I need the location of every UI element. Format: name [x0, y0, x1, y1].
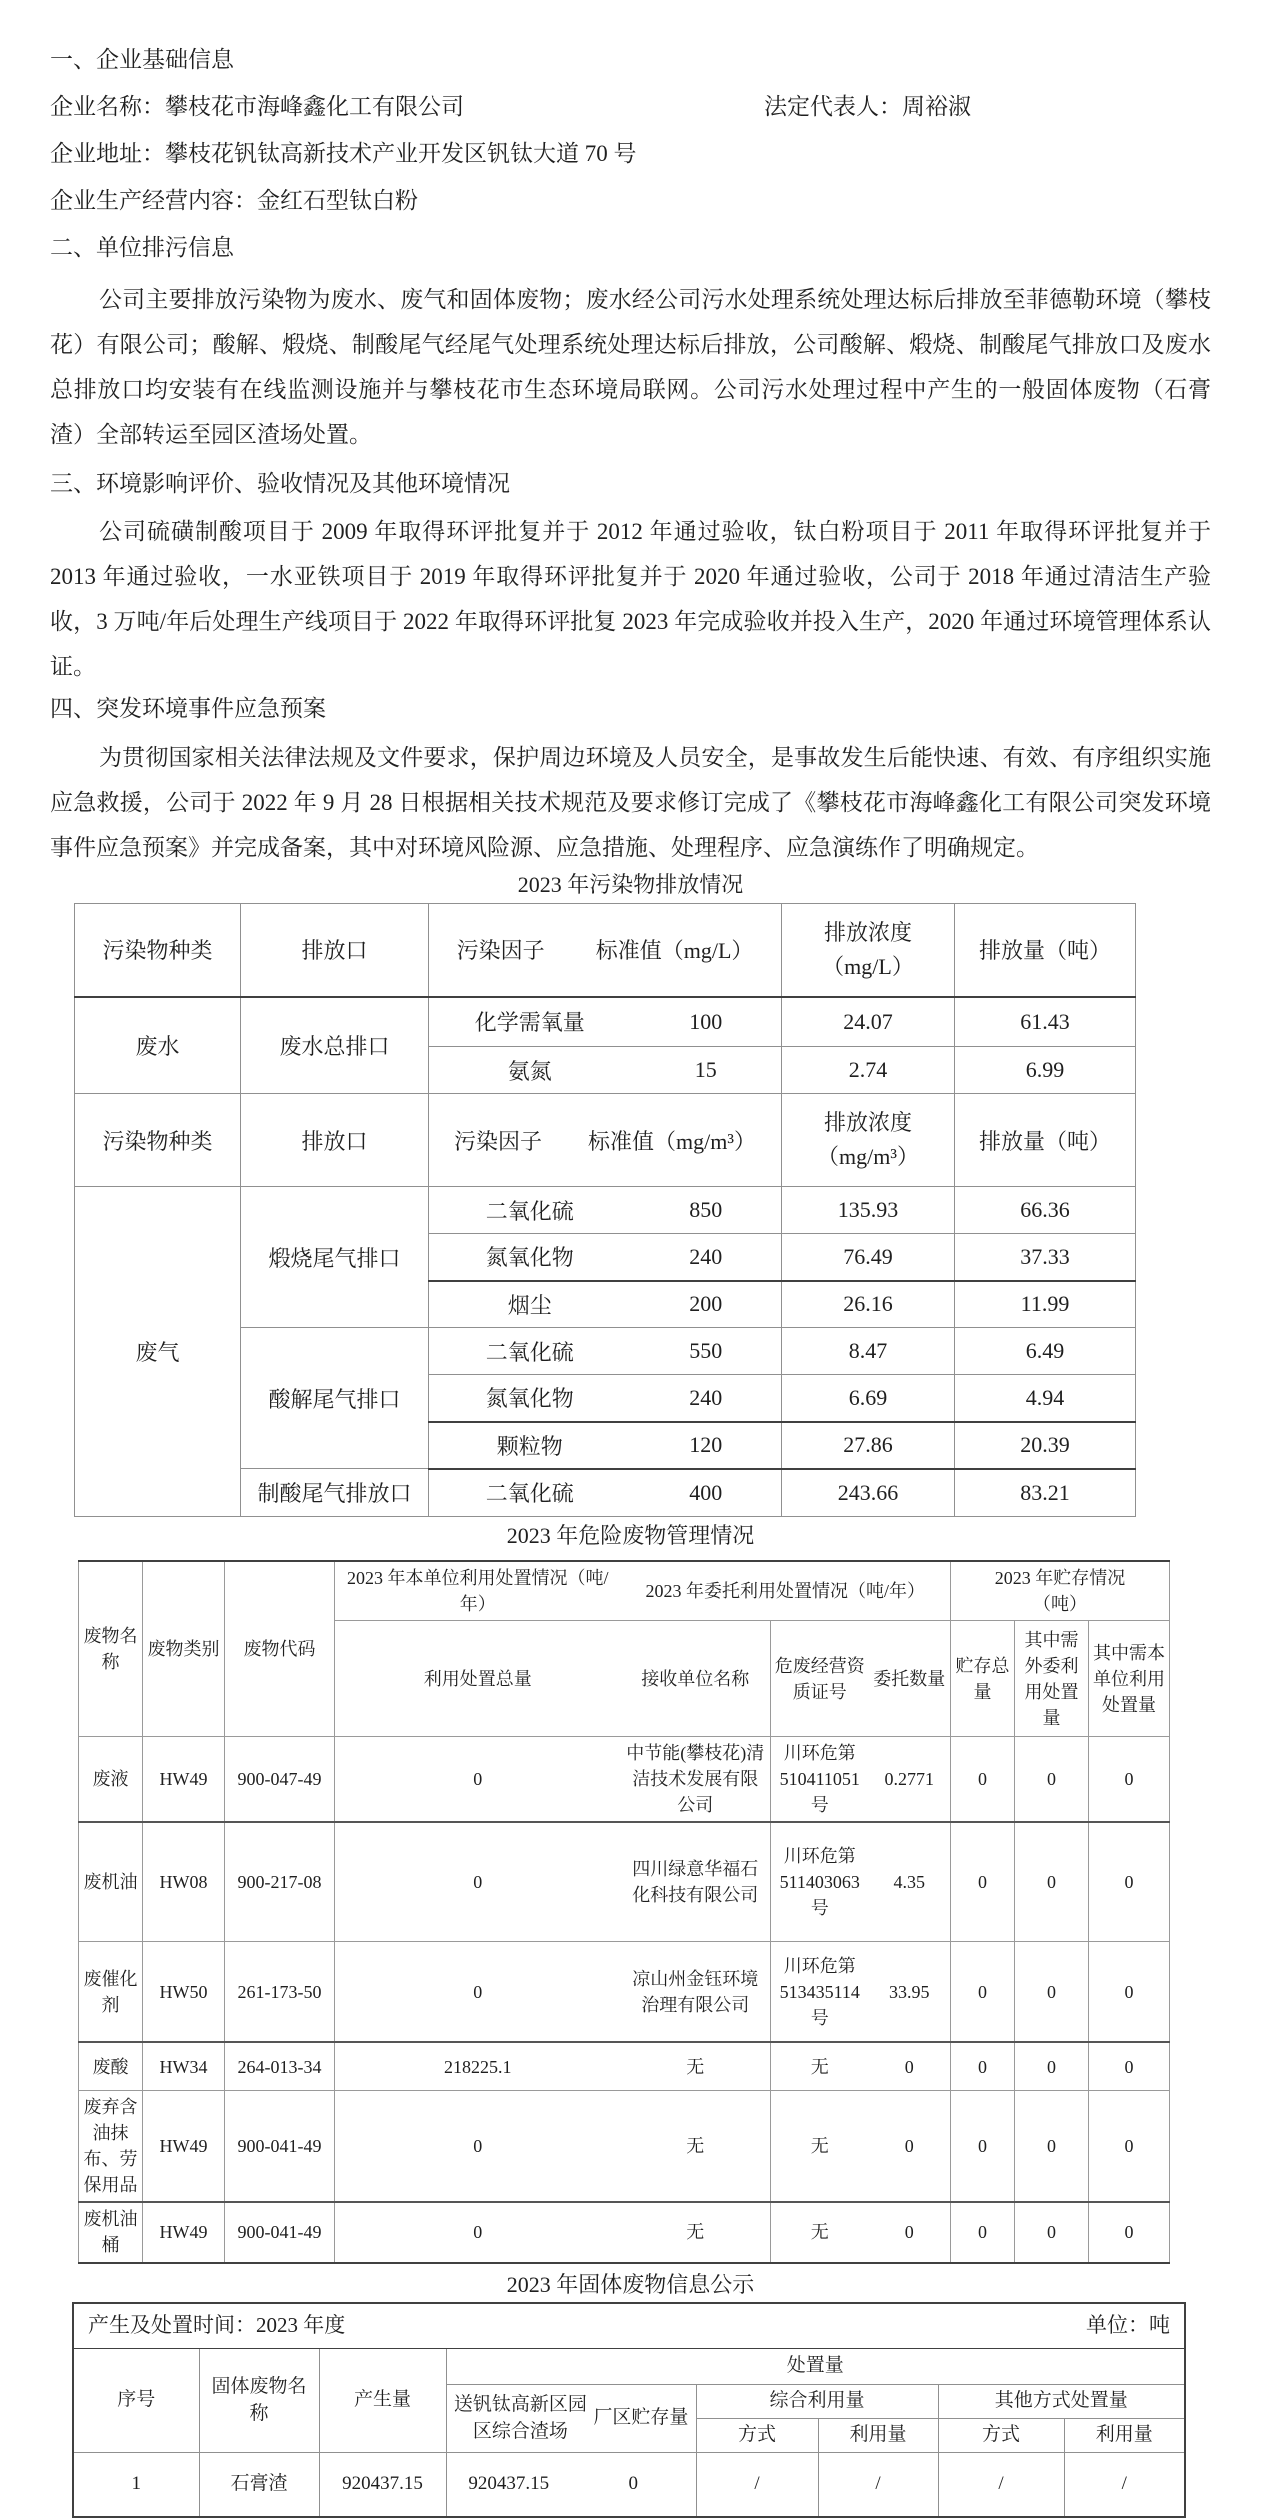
company-name-label: 企业名称： — [50, 94, 165, 119]
t2-cell: 无 — [621, 2202, 771, 2262]
t2-cell: 0 — [1015, 2042, 1089, 2090]
t1-cell: 24.07 — [782, 997, 955, 1047]
t2-cell: 0 — [1089, 2042, 1170, 2090]
t2-header-cell: 委托数量 — [869, 1621, 951, 1737]
legal-rep-value: 周裕淑 — [902, 94, 971, 119]
t2-cell: 废机油桶 — [79, 2202, 143, 2262]
t1-header-cell: 污染物种类 — [75, 904, 241, 997]
t1-cell: 200 — [631, 1281, 782, 1328]
t1-cell: 20.39 — [955, 1422, 1136, 1469]
t2-cell: 0 — [869, 2202, 951, 2262]
t1-cell: 6.69 — [782, 1375, 955, 1422]
t2-cell: 33.95 — [869, 1941, 951, 2042]
t1-header-row — [75, 904, 1136, 997]
hazardous-waste-table-title: 2023 年危险废物管理情况 — [506, 1523, 755, 1548]
t2-cell: 川环危第513435114号 — [771, 1941, 869, 2042]
company-address — [50, 130, 637, 177]
t1-cell: 240 — [631, 1234, 782, 1281]
t1-cell: 120 — [631, 1422, 782, 1469]
t2-cell: 218225.1 — [335, 2042, 621, 2090]
t2-cell: 无 — [771, 2042, 869, 2090]
t1-cell: 61.43 — [955, 997, 1136, 1047]
t1-cell: 27.86 — [782, 1422, 955, 1469]
t2-cell: 凉山州金钰环境治理有限公司 — [621, 1941, 771, 2042]
t2-header-cell: 其中需本单位利用处置量 — [1089, 1621, 1170, 1737]
business-scope-value: 金红石型钛白粉 — [257, 188, 418, 213]
t3-meta-row — [73, 2303, 1185, 2349]
t2-cell: 900-041-49 — [225, 2090, 335, 2202]
t1-cell: 氨氮 — [429, 1047, 631, 1094]
section-1-heading: 一、企业基础信息 — [50, 47, 234, 72]
t2-cell: 0 — [951, 2090, 1015, 2202]
section-4-heading: 四、突发环境事件应急预案 — [50, 696, 326, 721]
t2-cell: 0 — [951, 1822, 1015, 1941]
t1-row — [75, 1187, 1136, 1234]
t1-cell: 400 — [631, 1469, 782, 1517]
t1-cell: 11.99 — [955, 1281, 1136, 1328]
solid-waste-table — [72, 2302, 1186, 2518]
t2-cell: 0 — [951, 1941, 1015, 2042]
t2-cell: 900-217-08 — [225, 1822, 335, 1941]
t3-cell: 1 — [73, 2453, 199, 2517]
t3-header-yard — [446, 2385, 696, 2453]
t2-cell: 0 — [869, 2042, 951, 2090]
t2-cell: 川环危第511403063号 — [771, 1822, 869, 1941]
t2-cell: 0 — [1015, 2202, 1089, 2262]
t2-group-header-self: 2023 年本单位利用处置情况（吨/年） — [335, 1561, 621, 1621]
t2-group-header-entrusted: 2023 年委托利用处置情况（吨/年） — [621, 1561, 951, 1621]
t2-cell: 0.2771 — [869, 1737, 951, 1823]
t3-cell: 0 — [571, 2453, 696, 2517]
t1-cell: 烟尘 — [429, 1281, 631, 1328]
t1-cell: 550 — [631, 1328, 782, 1375]
t2-cell: 900-041-49 — [225, 2202, 335, 2262]
t1-header-factor: 污染因子 — [454, 1128, 543, 1154]
t1-cell: 850 — [631, 1187, 782, 1234]
t2-cell: 0 — [335, 2202, 621, 2262]
solid-waste-table-title: 2023 年固体废物信息公示 — [506, 2271, 755, 2297]
t2-cell: 无 — [771, 2090, 869, 2202]
t1-header-std: 标准值（mg/m³） — [588, 1128, 756, 1154]
t2-cell: HW49 — [143, 2202, 225, 2262]
t3-header-cell: 序号 — [73, 2349, 199, 2453]
section-2-heading: 二、单位排污信息 — [50, 235, 234, 260]
t2-row — [79, 2202, 1170, 2262]
t3-header-cell: 固体废物名称 — [199, 2349, 319, 2453]
t2-cell: 0 — [951, 1737, 1015, 1823]
t2-cell: 0 — [1089, 1737, 1170, 1823]
t2-cell: 0 — [1015, 1822, 1089, 1941]
t1-header-cell: 排放口 — [241, 904, 429, 997]
company-address-row — [50, 130, 1211, 177]
t1-cell: 氮氧化物 — [429, 1234, 631, 1281]
t3-period: 产生及处置时间：2023 年度 — [88, 2313, 346, 2338]
t3-cell: / — [1064, 2453, 1185, 2517]
t1-header-conc-unit: （mg/L） — [822, 953, 914, 979]
t3-data-row — [73, 2453, 1185, 2517]
t1-header-cell — [429, 904, 782, 997]
t2-group-header-storage — [951, 1561, 1170, 1621]
t3-cell: 920437.15 — [319, 2453, 446, 2517]
legal-rep-label: 法定代表人： — [764, 94, 902, 119]
t3-header-row — [73, 2349, 1185, 2385]
t1-header-conc: 排放浓度 — [823, 1109, 912, 1135]
t3-header-other: 其他方式处置量 — [938, 2385, 1185, 2419]
t2-header-cell: 废物名称 — [79, 1561, 143, 1737]
t2-cell: 废弃含油抹布、劳保用品 — [79, 2090, 143, 2202]
t2-cell: 无 — [621, 2090, 771, 2202]
t3-unit: 单位：吨 — [1086, 2313, 1170, 2338]
t1-header-cell: 污染物种类 — [75, 1094, 241, 1187]
t2-cell: HW08 — [143, 1822, 225, 1941]
t2-header-cell: 废物代码 — [225, 1561, 335, 1737]
legal-rep — [764, 83, 971, 130]
t3-header-cell: 利用量 — [818, 2419, 938, 2453]
t1-cell: 化学需氧量 — [429, 997, 631, 1047]
t2-cell: 无 — [621, 2042, 771, 2090]
t1-cell: 制酸尾气排放口 — [241, 1469, 429, 1517]
t3-cell: / — [938, 2453, 1064, 2517]
t2-cell: 0 — [1089, 2202, 1170, 2262]
t3-cell: 石膏渣 — [199, 2453, 319, 2517]
t2-header-cell: 其中需外委利用处置量 — [1015, 1621, 1089, 1737]
company-name — [50, 83, 764, 130]
t1-cell: 4.94 — [955, 1375, 1136, 1422]
t1-cell: 二氧化硫 — [429, 1469, 631, 1517]
t3-header-disposal: 处置量 — [446, 2349, 1185, 2385]
t1-row — [75, 997, 1136, 1047]
t1-cell: 83.21 — [955, 1469, 1136, 1517]
t3-header-cell: 利用量 — [1064, 2419, 1185, 2453]
t2-cell: 0 — [869, 2090, 951, 2202]
t1-header-cell: 排放口 — [241, 1094, 429, 1187]
t3-cell: / — [696, 2453, 818, 2517]
t1-cell: 煅烧尾气排口 — [241, 1187, 429, 1328]
t2-cell: 0 — [951, 2202, 1015, 2262]
company-name-value: 攀枝花市海峰鑫化工有限公司 — [165, 94, 464, 119]
t2-cell: 0 — [335, 1941, 621, 2042]
t2-cell: 废液 — [79, 1737, 143, 1823]
t2-cell: 川环危第510411051号 — [771, 1737, 869, 1823]
t1-cell: 2.74 — [782, 1047, 955, 1094]
business-scope-row — [50, 177, 1211, 224]
t2-cell: 0 — [1015, 2090, 1089, 2202]
t3-header-cell: 方式 — [696, 2419, 818, 2453]
t2-cell: 900-047-49 — [225, 1737, 335, 1823]
business-scope — [50, 177, 418, 224]
company-name-row — [50, 83, 1211, 130]
t3-meta-bar — [73, 2303, 1185, 2349]
section-3-heading: 三、环境影响评价、验收情况及其他环境情况 — [50, 471, 510, 496]
t1-cell: 76.49 — [782, 1234, 955, 1281]
t3-cell: 920437.15 — [446, 2453, 571, 2517]
t3-header-yard-text: 送钒钛高新区园区综合渣场 — [453, 2393, 587, 2442]
t2-cell: 废酸 — [79, 2042, 143, 2090]
business-scope-label: 企业生产经营内容： — [50, 188, 257, 213]
t2-cell: 0 — [951, 2042, 1015, 2090]
t2-cell: 无 — [771, 2202, 869, 2262]
t2-cell: 中节能(攀枝花)清洁技术发展有限公司 — [621, 1737, 771, 1823]
t1-header-factor: 污染因子 — [456, 938, 545, 964]
t1-cell: 废气 — [75, 1187, 241, 1517]
t2-cell: 废机油 — [79, 1822, 143, 1941]
t2-cell: 四川绿意华福石化科技有限公司 — [621, 1822, 771, 1941]
t1-cell: 240 — [631, 1375, 782, 1422]
t2-row — [79, 1941, 1170, 2042]
t2-cell: 0 — [335, 2090, 621, 2202]
t1-cell: 135.93 — [782, 1187, 955, 1234]
t2-cell: 0 — [1089, 2090, 1170, 2202]
t1-header-conc-unit: （mg/m³） — [817, 1144, 919, 1169]
t1-cell: 26.16 — [782, 1281, 955, 1328]
t1-cell: 6.49 — [955, 1328, 1136, 1375]
section-4-paragraph: 为贯彻国家相关法律法规及文件要求，保护周边环境及人员安全，是事故发生后能快速、有效、有序组织实施应急救援，公司于 2022 年 9 月 28 日根据相关技术规范及要求修订完成了《攀枝花市海峰鑫化工有限公司突发环境事件应急预案》并完成备案，其中对环境风险源、应急措施、处理程序、应急演练作了明确规定。 — [50, 745, 1211, 860]
company-address-value: 攀枝花钒钛高新技术产业开发区钒钛大道 70 号 — [165, 141, 637, 166]
t1-cell: 氮氧化物 — [429, 1375, 631, 1422]
t3-header-plant-storage: 厂区贮存量 — [593, 2407, 689, 2429]
t1-header-std: 标准值（mg/L） — [595, 938, 754, 964]
t1-header-row-2 — [75, 1094, 1136, 1187]
t3-header-cell: 方式 — [938, 2419, 1064, 2453]
t2-row — [79, 2090, 1170, 2202]
t2-header-cell: 利用处置总量 — [335, 1621, 621, 1737]
t2-cell: 0 — [1015, 1941, 1089, 2042]
t1-cell: 8.47 — [782, 1328, 955, 1375]
pollutant-table-title: 2023 年污染物排放情况 — [517, 872, 744, 897]
t1-cell: 6.99 — [955, 1047, 1136, 1094]
t1-cell: 66.36 — [955, 1187, 1136, 1234]
t2-cell: HW49 — [143, 1737, 225, 1823]
t2-group-header-row — [79, 1561, 1170, 1621]
t1-cell: 二氧化硫 — [429, 1328, 631, 1375]
t1-cell: 243.66 — [782, 1469, 955, 1517]
t1-header-cell — [429, 1094, 782, 1187]
t2-cell: 0 — [1089, 1822, 1170, 1941]
t3-cell: / — [818, 2453, 938, 2517]
t1-header-conc: 排放浓度 — [823, 919, 912, 945]
section-2-paragraph: 公司主要排放污染物为废水、废气和固体废物；废水经公司污水处理系统处理达标后排放至菲德勒环境（攀枝花）有限公司；酸解、煅烧、制酸尾气经尾气处理系统处理达标后排放，公司酸解、煅烧、制酸尾气排放口及废水总排放口均安装有在线监测设施并与攀枝花市生态环境局联网。公司污水处理过程中产生的一般固体废物（石膏渣）全部转运至园区渣场处置。 — [50, 287, 1211, 447]
t2-cell: HW49 — [143, 2090, 225, 2202]
t2-group-header-storage-text: 2023 年贮存情况（吨） — [994, 1568, 1126, 1615]
t1-cell: 100 — [631, 997, 782, 1047]
t1-cell: 颗粒物 — [429, 1422, 631, 1469]
t1-cell: 酸解尾气排口 — [241, 1328, 429, 1469]
t1-cell: 37.33 — [955, 1234, 1136, 1281]
t2-row — [79, 2042, 1170, 2090]
t2-header-cell: 危废经营资质证号 — [771, 1621, 869, 1737]
t1-header-cell — [782, 1094, 955, 1187]
t1-cell: 二氧化硫 — [429, 1187, 631, 1234]
t2-cell: 264-013-34 — [225, 2042, 335, 2090]
t1-cell: 废水总排口 — [241, 997, 429, 1094]
t2-cell: 0 — [335, 1822, 621, 1941]
t1-header-cell — [782, 904, 955, 997]
t1-header-cell: 排放量（吨） — [955, 904, 1136, 997]
t2-header-cell: 废物类别 — [143, 1561, 225, 1737]
t1-cell: 废水 — [75, 997, 241, 1094]
t2-cell: HW34 — [143, 2042, 225, 2090]
hazardous-waste-table — [78, 1560, 1170, 2264]
t3-header-comprehensive: 综合利用量 — [696, 2385, 938, 2419]
t2-cell: 4.35 — [869, 1822, 951, 1941]
t2-cell: HW50 — [143, 1941, 225, 2042]
t2-row — [79, 1822, 1170, 1941]
t3-header-cell: 产生量 — [319, 2349, 446, 2453]
t2-cell: 0 — [335, 1737, 621, 1823]
t2-cell: 废催化剂 — [79, 1941, 143, 2042]
t2-cell: 0 — [1015, 1737, 1089, 1823]
t1-cell: 15 — [631, 1047, 782, 1094]
t2-row — [79, 1737, 1170, 1823]
company-address-label: 企业地址： — [50, 141, 165, 166]
t2-header-cell: 贮存总量 — [951, 1621, 1015, 1737]
t1-header-cell: 排放量（吨） — [955, 1094, 1136, 1187]
t2-cell: 0 — [1089, 1941, 1170, 2042]
t2-cell: 261-173-50 — [225, 1941, 335, 2042]
section-3-paragraph: 公司硫磺制酸项目于 2009 年取得环评批复并于 2012 年通过验收，钛白粉项目于 2011 年取得环评批复并于 2013 年通过验收，一水亚铁项目于 2019 年取得环评批复并于 2020 年通过验收，公司于 2018 年通过清洁生产验收，3 万吨/年后处理生产线项目于 2022 年取得环评批复 2023 年完成验收并投入生产，2020 年通过环境管理体系认证。 — [50, 519, 1211, 679]
t2-header-cell: 接收单位名称 — [621, 1621, 771, 1737]
pollutant-emissions-table — [74, 903, 1136, 1517]
